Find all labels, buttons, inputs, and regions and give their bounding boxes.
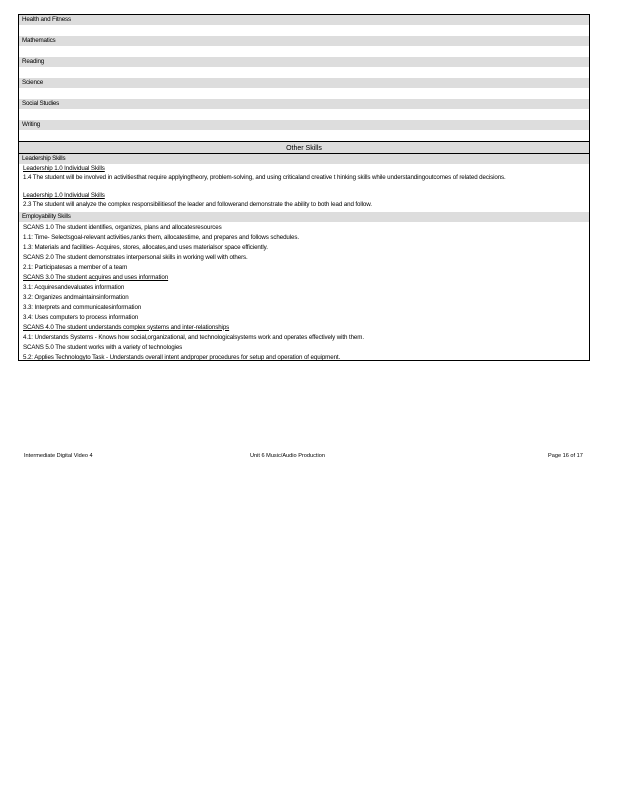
employability-line: SCANS 1.0 The student identifies, organizes, plans and allocatesresources	[23, 223, 222, 231]
employability-line: 3.2: Organizes andmaintainsinformation	[23, 293, 129, 301]
employability-line: 1.1: Time- Selectsgoal-relevant activities,ranks them, allocatestime, and prepares and follows schedules.	[23, 233, 299, 241]
subject-row-mathematics	[19, 36, 589, 58]
subject-row-reading	[19, 57, 589, 79]
employability-line: 3.4: Uses computers to process information	[23, 313, 139, 321]
footer-unit-title: Unit 6 Music/Audio Production	[250, 453, 325, 459]
leadership-line: Leadership 1.0 Individual Skills	[23, 165, 105, 172]
subject-row-science	[19, 78, 589, 100]
subject-row-health	[19, 15, 589, 37]
subject-label: Mathematics	[19, 36, 589, 46]
employability-skills-heading: Employability Skills	[19, 212, 589, 222]
subject-label: Reading	[19, 57, 589, 67]
employability-line: SCANS 2.0 The student demonstrates interpersonal skills in working well with others.	[23, 253, 248, 261]
footer-page-number: Page 16 of 17	[548, 453, 583, 459]
skills-table	[18, 14, 590, 361]
subject-row-social-studies	[19, 99, 589, 121]
leadership-line: Leadership 1.0 Individual Skills	[23, 192, 105, 199]
subject-label: Health and Fitness	[19, 15, 589, 25]
leadership-line: 1.4 The student will be involved in activitiesthat require applyingtheory, problem-solving, and using criticaland creative t hinking skills while understandingoutcomes of related decisions.	[23, 174, 506, 181]
leadership-line: 2.3 The student will analyze the complex responsibilitiesof the leader and followerand demonstrate the ability to both lead and follow.	[23, 201, 372, 208]
subject-row-writing	[19, 120, 589, 141]
employability-line: SCANS 5.0 The student works with a variety of technologies	[23, 343, 183, 351]
other-skills-heading: Other Skills	[19, 141, 589, 154]
employability-line: 2.1: Participatesas a member of a team	[23, 263, 128, 271]
employability-line: 3.3: Interprets and communicatesinformation	[23, 303, 142, 311]
subject-label: Writing	[19, 120, 589, 130]
employability-line: 4.1: Understands Systems - Knows how social,organizational, and technologicalsystems work and operates effectively with them.	[23, 333, 364, 341]
employability-line: SCANS 4.0 The student understands complex systems and inter-relationships	[23, 323, 230, 331]
leadership-skills-heading: Leadership Skills	[19, 154, 589, 164]
employability-line: SCANS 3.0 The student acquires and uses information	[23, 273, 169, 281]
employability-line: 1.3: Materials and facilities- Acquires, stores, allocates,and uses materialsor space efficiently.	[23, 243, 268, 251]
employability-line: 3.1: Acquiresandevaluates information	[23, 283, 125, 291]
employability-line: 5.2: Applies Technologyto Task - Understands overall intent andproper procedures for setup and operation of equipment.	[23, 353, 341, 361]
subject-label: Science	[19, 78, 589, 88]
footer-course-title: Intermediate Digital Video 4	[24, 453, 93, 459]
subject-label: Social Studies	[19, 99, 589, 109]
